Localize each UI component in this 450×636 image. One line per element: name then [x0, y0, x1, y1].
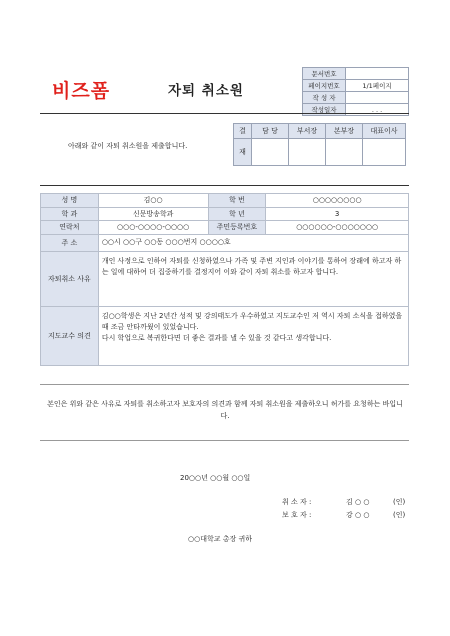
approval-header: 담 당	[252, 124, 289, 139]
meta-value	[346, 68, 409, 80]
rrn-label: 주민등록번호	[208, 221, 266, 235]
year-value: 3	[266, 207, 409, 221]
table-bottom-divider	[40, 384, 409, 385]
advisor-label: 지도교수 의견	[41, 307, 99, 366]
reason-value: 개인 사정으로 인하여 자퇴를 신청하였으나 가족 및 주변 지인과 이야기를 통하여 장래에 하고자 하는 일에 대하여 더 집중하기를 결정지어 이와 같이 자퇴 취소를 하고자 합니다.	[98, 252, 408, 307]
approval-stamp-cell[interactable]	[252, 139, 289, 166]
phone-value: ○○○-○○○○-○○○○	[98, 221, 208, 235]
pledge-text: 본인은 위와 같은 사유로 자퇴를 취소하고자 보호자의 의견과 함께 자퇴 취소원을 제출하오니 허가를 요청하는 바입니다.	[47, 400, 403, 420]
meta-value: . . .	[346, 104, 409, 116]
meta-label: 작성일자	[303, 104, 346, 116]
approval-stamp-cell[interactable]	[326, 139, 363, 166]
approval-header: 부서장	[289, 124, 326, 139]
seal-mark: (인)	[393, 498, 406, 506]
intro-text: 아래와 같이 자퇴 취소원을 제출합니다.	[68, 142, 188, 150]
advisor-opinion	[98, 307, 408, 366]
addressee: ○○대학교 총장 귀하	[188, 535, 252, 543]
name-value: 김○○	[98, 194, 208, 208]
advisor-opinion-line: 다시 학업으로 복귀한다면 더 좋은 결과를 낼 수 있을 것 같다고 생각합니다.	[101, 334, 332, 342]
dept-label: 학 과	[41, 207, 99, 221]
signature-name: 강 ○ ○	[346, 511, 370, 519]
header-divider	[40, 113, 409, 114]
signature-name: 김 ○ ○	[346, 498, 370, 506]
student-no-value: ○○○○○○○○	[266, 194, 409, 208]
document-title: 자퇴 취소원	[168, 83, 244, 99]
meta-value	[346, 92, 409, 104]
meta-label: 작 성 자	[303, 92, 346, 104]
reason-label: 자퇴취소 사유	[41, 252, 99, 307]
approval-header: 대표이사	[363, 124, 406, 139]
document-meta-table	[302, 67, 409, 116]
signature-label: 보 호 자 :	[282, 511, 312, 519]
approval-side-top: 결	[234, 124, 252, 139]
section-divider	[40, 185, 409, 186]
meta-value: 1/1페이지	[346, 80, 409, 92]
approval-side-bottom: 재	[234, 139, 252, 166]
year-label: 학 년	[208, 207, 266, 221]
rrn-value: ○○○○○○-○○○○○○○	[266, 221, 409, 235]
meta-label: 문서번호	[303, 68, 346, 80]
signature-label: 취 소 자 :	[282, 498, 312, 506]
approval-table	[233, 123, 406, 166]
student-no-label: 학 번	[208, 194, 266, 208]
seal-mark: (인)	[393, 511, 406, 519]
phone-label: 연락처	[41, 221, 99, 235]
bizform-logo: 비즈폼	[52, 80, 111, 102]
dept-value: 신문방송학과	[98, 207, 208, 221]
approval-stamp-cell[interactable]	[363, 139, 406, 166]
pledge-divider	[40, 440, 409, 441]
application-form-table	[40, 193, 409, 366]
advisor-opinion-line: 김○○학생은 지난 2년간 성적 및 강의태도가 우수하였고 지도교수인 저 역시 자퇴 소식을 접하였을 때 조금 안타까웠이 있었습니다.	[101, 312, 403, 331]
approval-header: 본부장	[326, 124, 363, 139]
address-label: 주 소	[41, 234, 99, 252]
meta-label: 페이지번호	[303, 80, 346, 92]
address-value: ○○시 ○○구 ○○동 ○○○번지 ○○○○호	[98, 234, 408, 252]
approval-stamp-cell[interactable]	[289, 139, 326, 166]
submission-date: 20○○년 ○○월 ○○일	[180, 474, 251, 482]
name-label: 성 명	[41, 194, 99, 208]
